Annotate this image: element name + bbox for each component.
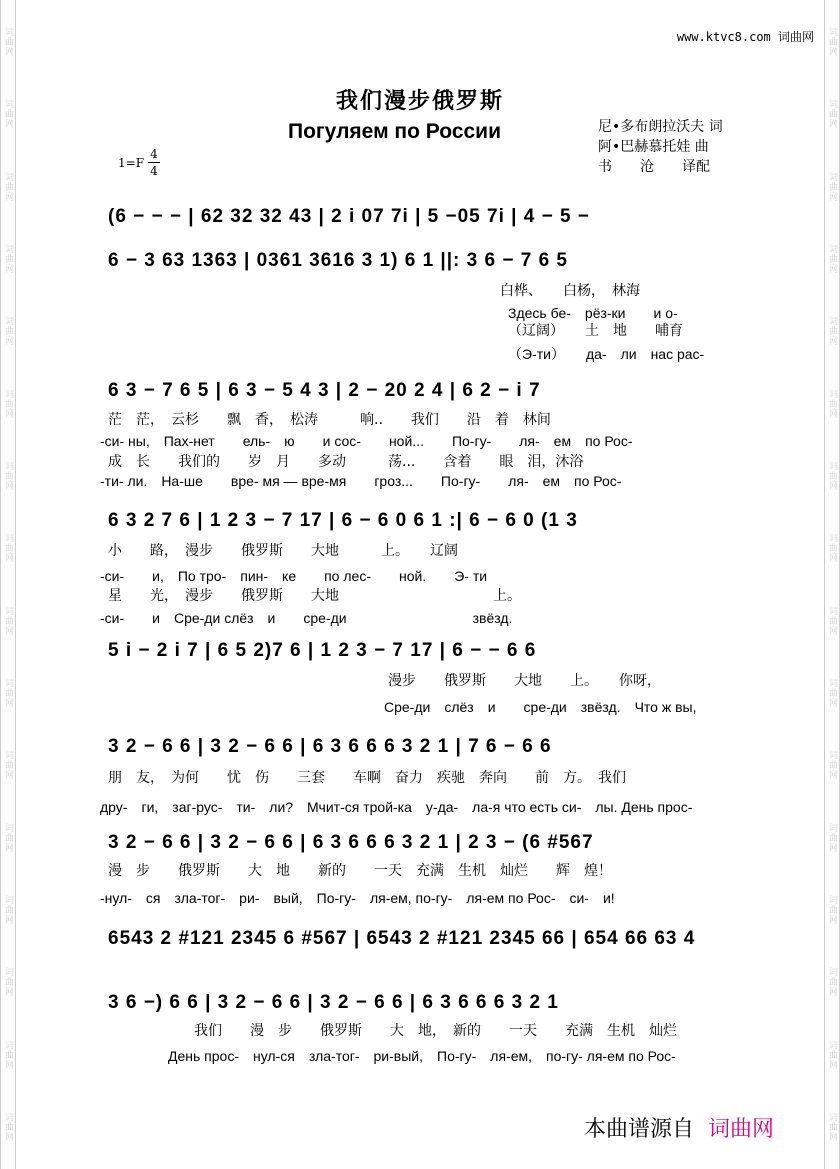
score-row: 3 2 − 6 6 | 3 2 − 6 6 | 6 3 6 6 6 3 2 1 | 2 3 − (6 #567: [108, 832, 594, 853]
watermark: 词曲网: [827, 244, 837, 275]
lyric-line: （Э-ти） да- ли нас рас-: [508, 346, 705, 362]
watermark: 词曲网: [3, 605, 13, 636]
lyric-line: 小 路， 漫步 俄罗斯 大地 上。 辽阔: [108, 543, 458, 559]
key-signature: 1=F: [118, 156, 145, 170]
watermark: 词曲网: [827, 461, 837, 492]
score-row: 3 2 − 6 6 | 3 2 − 6 6 | 6 3 6 6 6 3 2 1 | 7 6 − 6 6: [108, 736, 552, 757]
title-chinese: 我们漫步俄罗斯: [335, 88, 504, 114]
score-row: 6543 2 #121 2345 6 #567 | 6543 2 #121 2345 66 | 654 66 63 4: [108, 928, 696, 949]
watermark: 词曲网: [827, 750, 837, 781]
watermark: 词曲网: [3, 967, 13, 998]
credit-lyricist: 尼•多布朗拉沃夫 词: [598, 119, 723, 135]
footer-brand-link[interactable]: 词曲网: [708, 1117, 775, 1142]
watermark: 词曲网: [827, 967, 837, 998]
watermark: 词曲网: [3, 171, 13, 202]
watermark: 词曲网: [827, 27, 837, 58]
watermark: 词曲网: [827, 1111, 837, 1142]
watermark: 词曲网: [3, 822, 13, 853]
lyric-line: Здесь бе- рёз-ки и о-: [508, 305, 678, 321]
watermark: 词曲网: [3, 27, 13, 58]
right-watermark-strip: [824, 0, 840, 1169]
watermark: 词曲网: [827, 533, 837, 564]
watermark: 词曲网: [827, 171, 837, 202]
watermark: 词曲网: [827, 388, 837, 419]
time-signature: [148, 146, 160, 179]
watermark: 词曲网: [3, 244, 13, 275]
score-row: (6 − − − | 62 32 32 43 | 2 i 07 7i | 5 −05 7i | 4 − 5 −: [108, 206, 590, 227]
watermark: 词曲网: [3, 99, 13, 130]
score-row: 6 3 2 7 6 | 1 2 3 − 7 17 | 6 − 6 0 6 1 :| 6 − 6 0 (1 3: [108, 510, 578, 531]
lyric-line: -си- ны, Пах-нет ель- ю и сос- ной... По-гу- ля- ем по Рос-: [100, 433, 633, 449]
score-row: 5 i − 2 i 7 | 6 5 2)7 6 | 1 2 3 − 7 17 | 6 − − 6 6: [108, 640, 537, 661]
score-row: 6 − 3 63 1363 | 0361 3616 3 1) 6 1 ||: 3 6 − 7 6 5: [108, 250, 568, 271]
watermark: 词曲网: [3, 388, 13, 419]
watermark: 词曲网: [3, 316, 13, 347]
watermark: 词曲网: [3, 1039, 13, 1070]
footer-text: 本曲谱源自: [584, 1117, 695, 1142]
watermark: 词曲网: [3, 750, 13, 781]
lyric-line: -ти- ли. На-ше вре- мя — вре-мя гроз... По-гу- ля- ем по Рос-: [100, 473, 622, 489]
lyric-line: 星 光， 漫步 俄罗斯 大地 上。: [108, 588, 521, 604]
lyric-line: Сре-ди слёз и сре-ди звёзд. Что ж вы,: [384, 699, 697, 715]
score-row: 6 3 − 7 6 5 | 6 3 − 5 4 3 | 2 − 20 2 4 | 6 2 − i 7: [108, 380, 541, 401]
time-signature-bottom: 4: [150, 164, 158, 178]
watermark: 词曲网: [3, 894, 13, 925]
watermark: 词曲网: [827, 894, 837, 925]
lyric-line: -си- и, По тро- пин- ке по лес- ной. Э- ти: [100, 568, 488, 584]
time-signature-top: 4: [150, 147, 158, 161]
watermark: 词曲网: [827, 316, 837, 347]
watermark: 词曲网: [827, 677, 837, 708]
lyric-line: День прос- нул-ся зла-тог- ри-вый, По-гу- ля-ем, по-гу- ля-ем по Рос-: [168, 1048, 676, 1064]
watermark: 词曲网: [827, 99, 837, 130]
lyric-line: -си- и Сре-ди слёз и сре-ди звёзд.: [100, 610, 513, 626]
site-url: www.ktvc8.com 词曲网: [676, 30, 814, 44]
watermark: 词曲网: [3, 677, 13, 708]
score-row: 3 6 −) 6 6 | 3 2 − 6 6 | 3 2 − 6 6 | 6 3 6 6 6 3 2 1: [108, 992, 559, 1013]
lyric-line: 漫 步 俄罗斯 大 地 新的 一天 充满 生机 灿烂 辉 煌！: [108, 863, 612, 879]
lyric-line: дру- ги, заг-рус- ти- ли? Мчит-ся трой-ка у-да- ла-я что есть си- лы. День прос-: [100, 799, 693, 815]
watermark: 词曲网: [827, 1039, 837, 1070]
lyric-line: 我们 漫 步 俄罗斯 大 地， 新的 一天 充满 生机 灿烂: [194, 1023, 677, 1039]
left-watermark-strip: [0, 0, 16, 1169]
credit-composer: 阿•巴赫慕托娃 曲: [598, 139, 709, 155]
lyric-line: -нул- ся зла-тог- ри- вый, По-гу- ля-ем, по-гу- ля-ем по Рос- си- и!: [100, 890, 615, 906]
title-russian: Погуляем по России: [288, 120, 501, 143]
credit-translator: 书 沧 译配: [598, 159, 710, 175]
lyric-line: 漫步 俄罗斯 大地 上。 你呀，: [388, 673, 661, 689]
lyric-line: 朋 友， 为何 忧 伤 三套 车啊 奋力 疾驰 奔向 前 方。 我们: [108, 770, 626, 786]
watermark: 词曲网: [827, 822, 837, 853]
lyric-line: （辽阔） 土 地 哺育: [508, 323, 683, 339]
lyric-line: 茫 茫， 云杉 飘 香， 松涛 响.. 我们 沿 着 林间: [108, 412, 551, 428]
lyric-line: 成 长 我们的 岁 月 多动 荡... 含着 眼 泪，沐浴: [108, 454, 584, 470]
watermark: 词曲网: [3, 533, 13, 564]
lyric-line: 白桦、 白杨， 林海: [500, 283, 640, 299]
source-footer: [584, 1112, 774, 1143]
watermark: 词曲网: [3, 461, 13, 492]
watermark: 词曲网: [3, 1111, 13, 1142]
watermark: 词曲网: [827, 605, 837, 636]
